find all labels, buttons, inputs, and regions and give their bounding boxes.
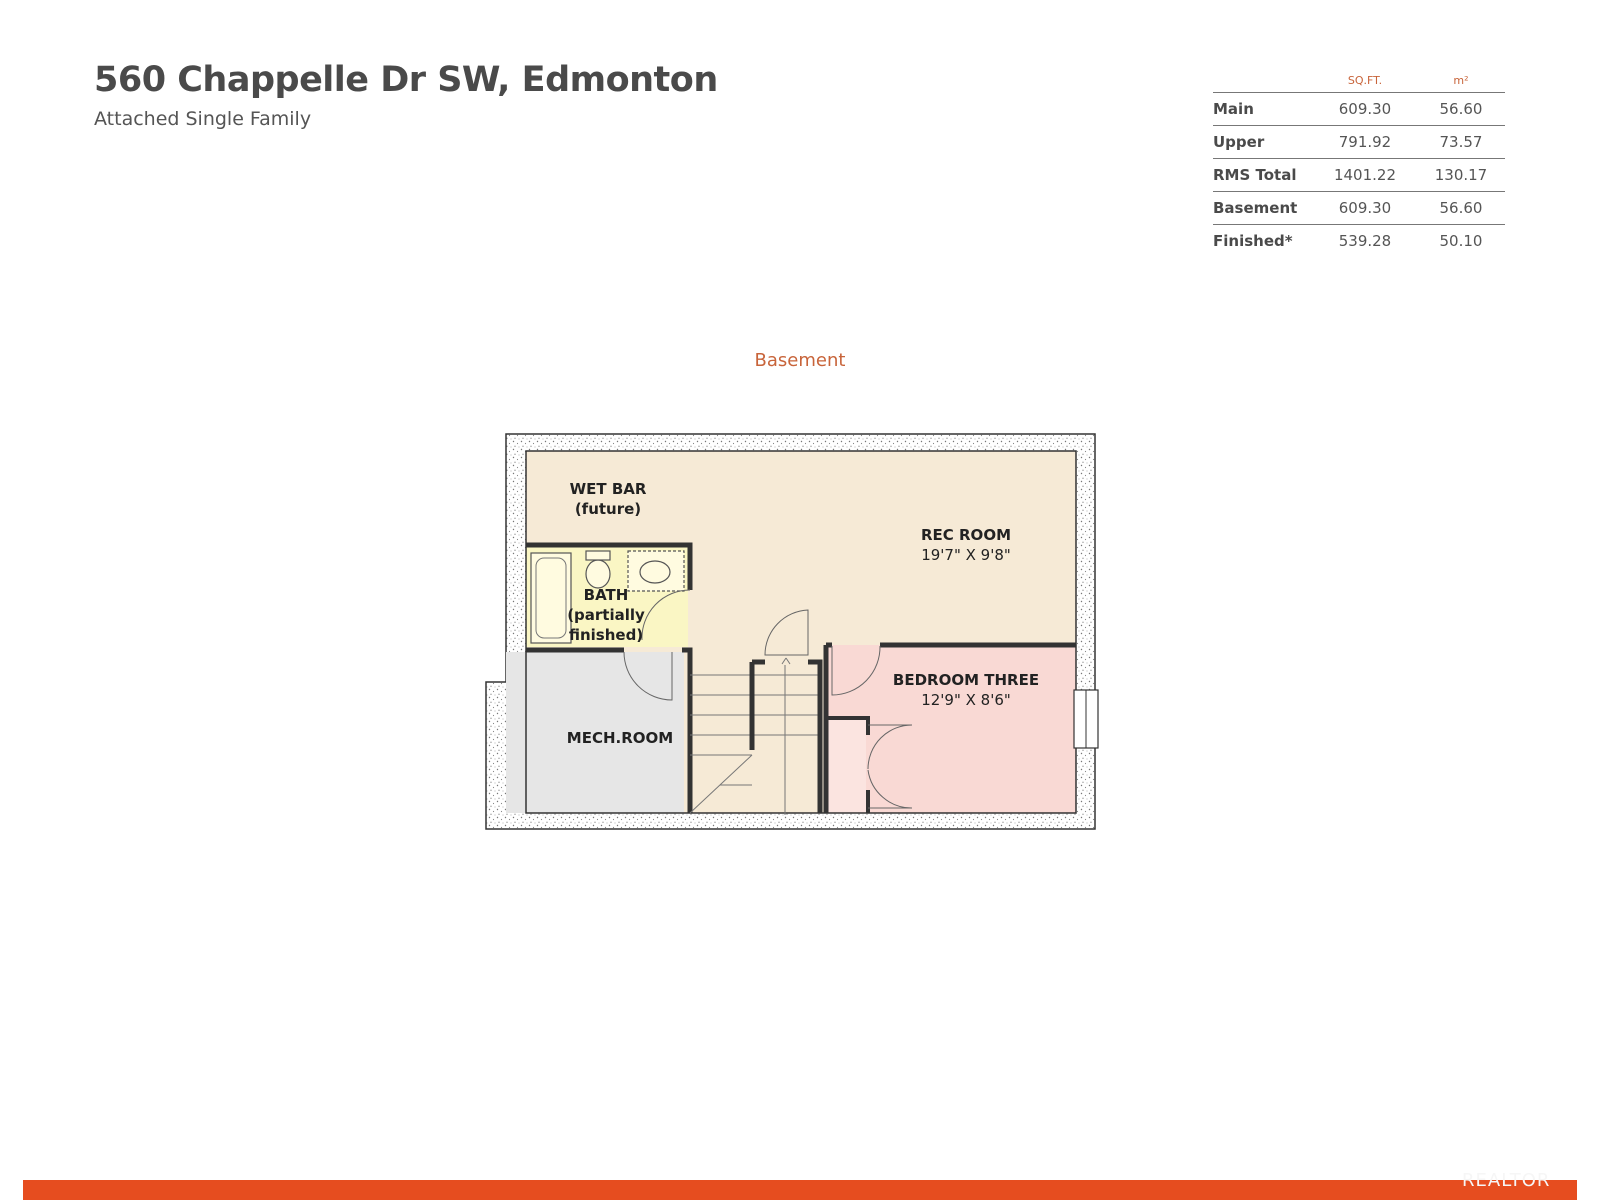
rec-room-label: REC ROOM (920, 526, 1012, 544)
m2-value: 56.60 (1417, 93, 1505, 126)
m2-value: 73.57 (1417, 126, 1505, 159)
rec-room-dims: 19'7" X 9'8" (921, 546, 1011, 564)
vanity (628, 551, 684, 591)
bath-note-line2: finished) (568, 626, 644, 644)
floor-name: Basement (754, 350, 846, 371)
property-type: Attached Single Family (94, 108, 312, 130)
sqft-value: 1401.22 (1313, 159, 1417, 192)
m2-value: 56.60 (1417, 192, 1505, 225)
header-sqft: SQ.FT. (1313, 68, 1417, 93)
m2-value: 130.17 (1417, 159, 1505, 192)
realtor-watermark: REALTOR (1462, 1170, 1551, 1191)
wet-bar-note: (future) (574, 500, 642, 518)
wet-bar-label: WET BAR (569, 480, 647, 498)
bath-label: BATH (583, 586, 629, 604)
row-label: Main (1213, 93, 1313, 126)
bathtub (531, 553, 571, 643)
bedroom-three-dims: 12'9" X 8'6" (921, 691, 1011, 709)
sqft-value: 539.28 (1338, 232, 1392, 250)
property-address: 560 Chappelle Dr SW, Edmonton (94, 60, 718, 100)
bedroom-three-label: BEDROOM THREE (892, 671, 1040, 689)
sqft-value: 609.30 (1313, 192, 1417, 225)
sqft-value: 791.92 (1313, 126, 1417, 159)
mech-room-label: MECH.ROOM (566, 729, 674, 747)
row-label: Upper (1213, 126, 1313, 159)
row-label: Finished* (1213, 232, 1293, 250)
footer-bar (23, 1180, 1577, 1200)
closet-area (826, 718, 866, 813)
m2-value: 50.10 (1439, 232, 1483, 250)
header-m2: m² (1417, 68, 1505, 93)
toilet-tank (586, 551, 610, 560)
row-label: RMS Total (1213, 159, 1313, 192)
bath-note-line1: (partially (567, 606, 645, 624)
sqft-value: 609.30 (1313, 93, 1417, 126)
row-label: Basement (1213, 192, 1313, 225)
toilet (586, 560, 610, 588)
